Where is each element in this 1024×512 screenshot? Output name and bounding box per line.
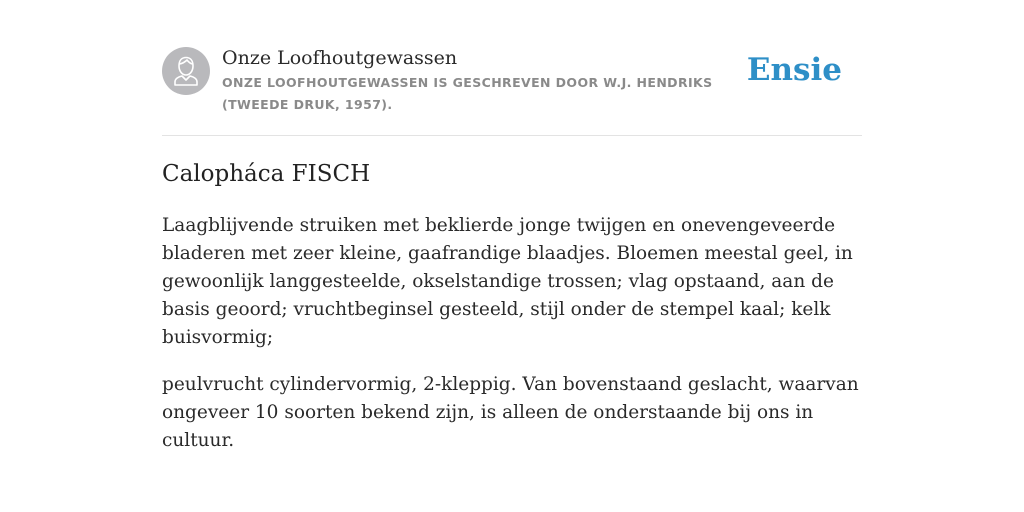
header-divider	[162, 135, 862, 136]
book-title-link[interactable]: Onze Loofhoutgewassen	[222, 47, 458, 69]
ensie-logo[interactable]: Ensie	[746, 52, 842, 88]
entry-paragraph: Laagblijvende struiken met beklierde jonge twijgen en onevengeveerde bladeren met zeer kleine, gaafrandige blaadjes. Bloemen meestal geel, in gewoonlijk langgesteelde, okselstandige trossen; vlag opstaand, aan de basis geoord; vruchtbeginsel gesteeld, stijl onder de stempel kaal; kelk buisvormig;	[162, 215, 853, 348]
entry-body	[162, 212, 862, 474]
book-description: ONZE LOOFHOUTGEWASSEN IS GESCHREVEN DOOR W.J. HENDRIKS (TWEEDE DRUK, 1957).	[222, 75, 713, 112]
book-header	[162, 46, 862, 136]
entry-paragraph: peulvrucht cylindervormig, 2-kleppig. Van bovenstaand geslacht, waarvan ongeveer 10 soorten bekend zijn, is alleen de onderstaande bij ons in cultuur.	[162, 374, 859, 451]
user-silhouette-icon	[162, 47, 210, 95]
entry-title: Calopháca FISCH	[162, 161, 371, 187]
